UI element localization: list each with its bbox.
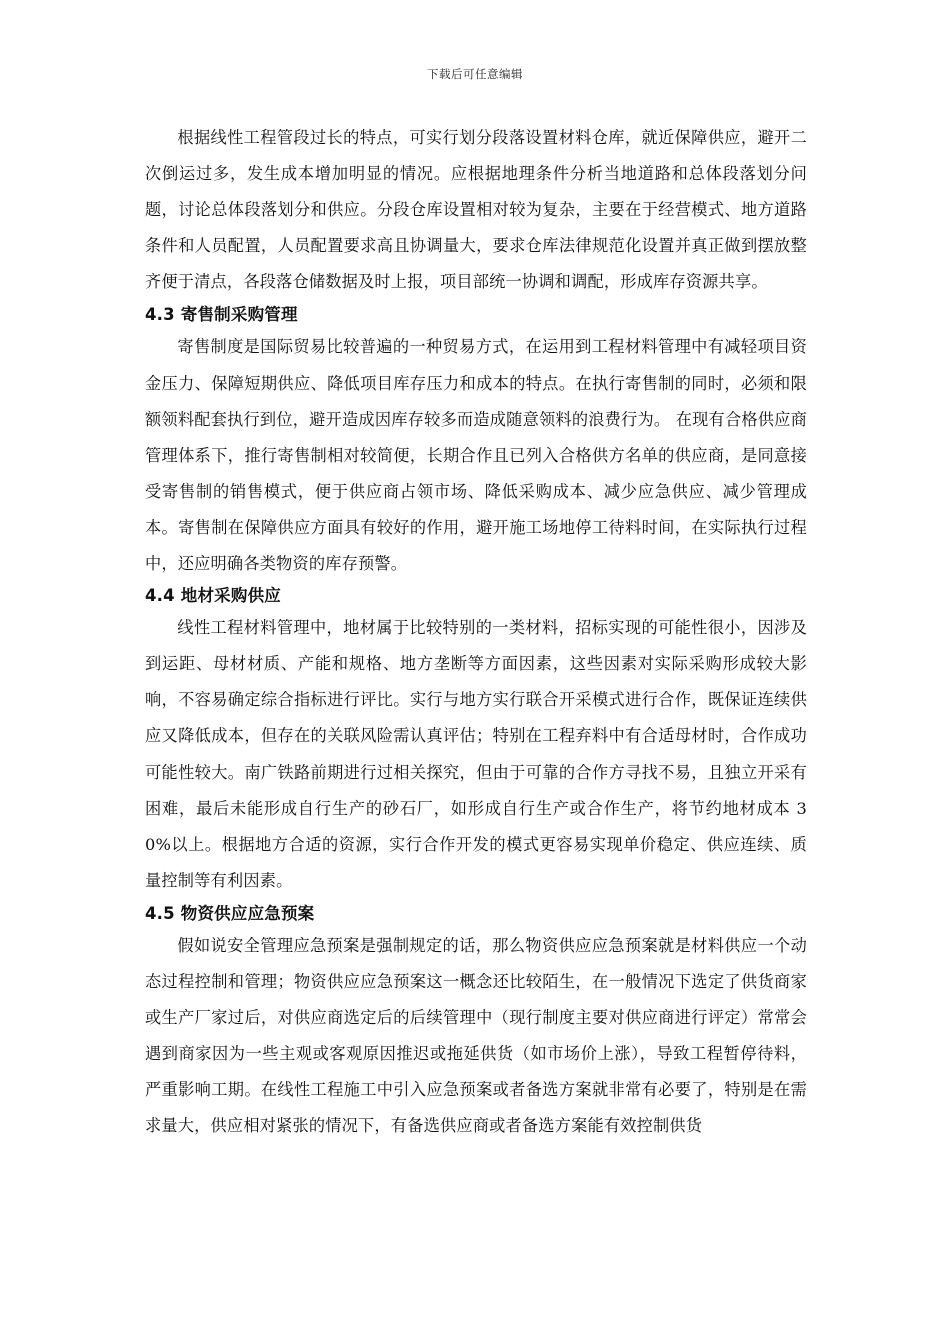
section-paragraph-4-5: 假如说安全管理应急预案是强制规定的话，那么物资供应应急预案就是材料供应一个动态过程控制和管理；物资供应应急预案这一概念还比较陌生，在一般情况下选定了供货商家或生产厂家过后，对供应商选定后的后续管理中（现行制度主要对供应商进行评定）常常会遇到商家因为一些主观或客观原因推迟或拖延供货（如市场价上涨），导致工程暂停待料，严重影响工期。在线性工程施工中引入应急预案或者备选方案就非常有必要了，特别是在需求量大，供应相对紧张的情况下，有备选供应商或者备选方案能有效控制供货 xyxy=(145,935,807,1136)
intro-paragraph: 根据线性工程管段过长的特点，可实行划分段落设置材料仓库，就近保障供应，避开二次倒运过多，发生成本增加明显的情况。应根据地理条件分析当地道路和总体段落划分问题，讨论总体段落划分和供应。分段仓库设置相对较为复杂，主要在于经营模式、地方道路条件和人员配置，人员配置要求高且协调量大，要求仓库法律规范化设置并真正做到摆放整齐便于清点，各段落仓储数据及时上报，项目部统一协调和调配，形成库存资源共享。 xyxy=(145,128,807,292)
section-paragraph-4-4: 线性工程材料管理中，地材属于比较特别的一类材料，招标实现的可能性很小，因涉及到运距、母材材质、产能和规格、地方垄断等方面因素，这些因素对实际采购形成较大影响，不容易确定综合指标进行评比。实行与地方实行联合开采模式进行合作，既保证连续供应又降低成本，但存在的关联风险需认真评估；特别在工程弃料中有合适母材时，合作成功可能性较大。南广铁路前期进行过相关探究，但由于可靠的合作方寻找不易，且独立开采有困难，最后未能形成自行生产的砂石厂，如形成自行生产或合作生产，将节约地材成本 30%以上。根据地方合适的资源，实行合作开发的模式更容易实现单价稳定、供应连续、质量控制等有利因素。 xyxy=(145,618,807,890)
section-paragraph-4-3: 寄售制度是国际贸易比较普遍的一种贸易方式，在运用到工程材料管理中有减轻项目资金压力、保障短期供应、降低项目库存压力和成本的特点。在执行寄售制的同时，必须和限额领料配套执行到位，避开造成因库存较多而造成随意领料的浪费行为。 在现有合格供应商管理体系下，推行寄售制相对较简便，长期合作且已列入合格供方名单的供应商，是同意接受寄售制的销售模式，便于供应商占领市场、降低采购成本、减少应急供应、减少管理成本。寄售制在保障供应方面具有较好的作用，避开施工场地停工待料时间，在实际执行过程中，还应明确各类物资的库存预警。 xyxy=(145,337,807,574)
document-body xyxy=(145,120,807,1144)
section-heading-4-3: 4.3 寄售制采购管理 xyxy=(145,305,298,325)
header-note: 下载后可任意编辑 xyxy=(427,67,523,81)
section-heading-4-5: 4.5 物资供应应急预案 xyxy=(145,903,315,923)
section-heading-4-4: 4.4 地材采购供应 xyxy=(145,586,281,606)
